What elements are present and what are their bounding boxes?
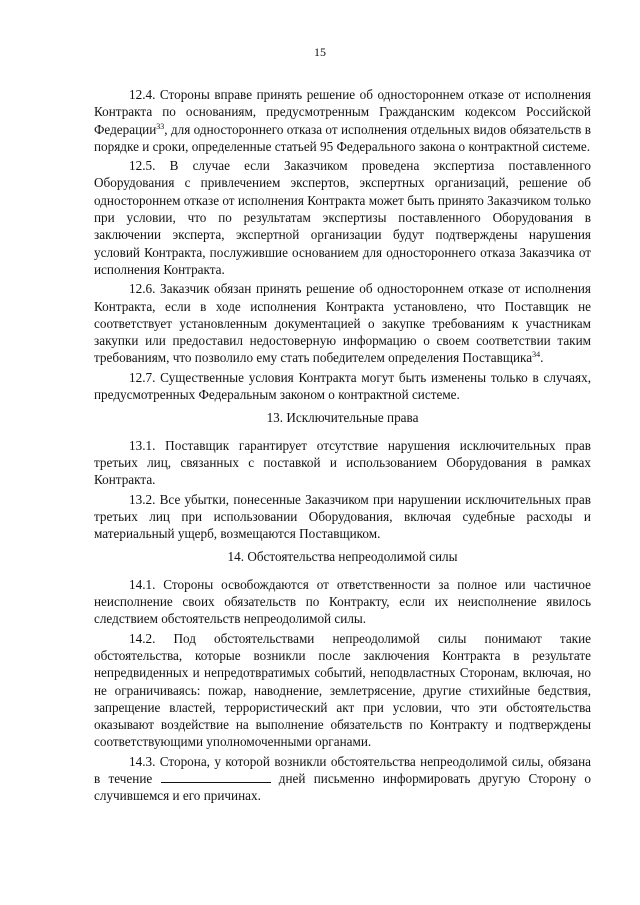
days-blank-field[interactable]	[161, 771, 271, 783]
clause-13-2: 13.2. Все убытки, понесенные Заказчиком при нарушении исключительных прав третьих лиц при использовании Оборудования, включая судебные расходы и материальный ущерб, возмещаются Поставщиком.	[94, 491, 591, 542]
clause-12-6-text-cont: .	[540, 350, 544, 366]
clause-14-3-text-cont: дней письменно информировать другую Сторону о случившемся и его причинах.	[94, 770, 592, 804]
section-heading-13: 13. Исключительные права	[266, 410, 419, 426]
clause-14-2: 14.2. Под обстоятельствами непреодолимой силы понимают такие обстоятельства, которые возникли после заключения Контракта в результате непредвиденных и непредотвратимых событий, неподвластных Сторонам, включая, но не ограничиваясь: пожар, наводнение, землетрясение, другие стихийные бедствия, запрещение властей, террористический акт при условии, что эти обстоятельства оказывают воздействие на выполнение обязательств по Контракту и подтверждены соответствующими уполномоченными органами.	[94, 630, 591, 750]
page-number: 15	[314, 45, 326, 59]
clause-12-4-text: 12.4. Стороны вправе принять решение об одностороннем отказе от исполнения Контракта по основаниям, предусмотренным Гражданским кодексом Российской Федерации	[94, 87, 591, 137]
clause-12-7: 12.7. Существенные условия Контракта могут быть изменены только в случаях, предусмотренных Федеральным законом о контрактной системе.	[94, 369, 591, 403]
clause-12-4	[94, 86, 591, 155]
clause-14-3	[94, 753, 591, 805]
clause-14-1: 14.1. Стороны освобождаются от ответственности за полное или частичное неисполнение своих обязательств по Контракту, если их неисполнение явилось следствием обстоятельств непреодолимой силы.	[94, 576, 591, 627]
clause-12-6	[94, 280, 591, 366]
section-heading-14: 14. Обстоятельства непреодолимой силы	[227, 549, 458, 565]
clause-14-3-text: 14.3. Сторона, у которой возникли обстоятельства непреодолимой силы, обязана в течение	[94, 753, 591, 786]
clause-13-1: 13.1. Поставщик гарантирует отсутствие нарушения исключительных прав третьих лиц, связанных с поставкой и использованием Оборудования в рамках Контракта.	[94, 437, 591, 488]
document-body	[94, 86, 591, 807]
footnote-ref-33[interactable]: 33	[156, 121, 165, 131]
footnote-ref-34[interactable]: 34	[532, 350, 541, 360]
clause-12-5: 12.5. В случае если Заказчиком проведена экспертиза поставленного Оборудования с привлечением экспертов, экспертных организаций, решение об одностороннем отказе от исполнения Контракта может быть принято Заказчиком только при условии, что по результатам экспертизы поставленного Оборудования в заключении эксперта, экспертной организации будут подтверждены нарушения условий Контракта, послужившие основанием для одностороннего отказа Заказчика от исполнения Контракта.	[94, 158, 591, 277]
clause-12-6-text: 12.6. Заказчик обязан принять решение об одностороннем отказе от исполнения Контракта, если в ходе исполнения Контракта установлено, что Поставщик не соответствует установленным документацией о закупке требованиям к участникам закупки или предоставил недостоверную информацию о своем соответствии таким требованиям, что позволило ему стать победителем определения Поставщика	[94, 281, 591, 366]
clause-12-4-text-cont: , для одностороннего отказа от исполнения отдельных видов обязательств в порядке и сроки, определенные статьей 95 Федерального закона о контрактной системе.	[94, 121, 591, 154]
